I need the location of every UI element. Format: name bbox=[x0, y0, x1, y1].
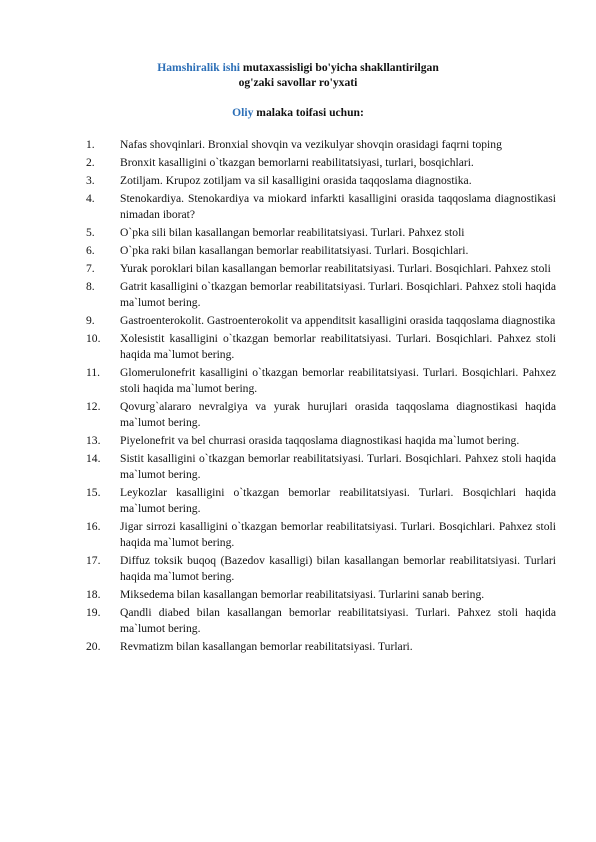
question-text: Qovurg`alararo nevralgiya va yurak hurujlari orasida taqqoslama diagnostikasi haqida ma`lumot bering. bbox=[120, 400, 556, 429]
question-item bbox=[86, 313, 556, 329]
question-text: Gastroenterokolit. Gastroenterokolit va appenditsit kasalligini orasida taqqoslama diagnostika bbox=[120, 314, 556, 327]
question-item bbox=[86, 587, 556, 603]
question-number: 19. bbox=[86, 606, 101, 619]
title-rest: mutaxassisligi bo'yicha shakllantirilgan bbox=[240, 61, 439, 74]
question-text: Leykozlar kasalligini o`tkazgan bemorlar reabilitatsiyasi. Turlari. Bosqichlari haqida ma`lumot bering. bbox=[120, 486, 556, 515]
subtitle-highlight: Oliy bbox=[232, 106, 254, 119]
question-text: Revmatizm bilan kasallangan bemorlar reabilitatsiyasi. Turlari. bbox=[120, 640, 413, 653]
document-title-line2: og'zaki savollar ro'yxati bbox=[238, 76, 358, 89]
question-number: 9. bbox=[86, 314, 95, 327]
question-number: 14. bbox=[86, 452, 101, 465]
question-text: Bronxit kasalligini o`tkazgan bemorlarni reabilitatsiyasi, turlari, bosqichlari. bbox=[120, 156, 474, 169]
question-number: 7. bbox=[86, 262, 95, 275]
question-text: O`pka raki bilan kasallangan bemorlar reabilitatsiyasi. Turlari. Bosqichlari. bbox=[120, 244, 469, 257]
question-text: Jigar sirrozi kasalligini o`tkazgan bemorlar reabilitatsiyasi. Turlari. Bosqichlari. Pahxez stoli haqida ma`lumot bering. bbox=[120, 520, 556, 549]
question-item bbox=[86, 279, 556, 311]
question-item bbox=[86, 261, 556, 277]
question-text: Zotiljam. Krupoz zotiljam va sil kasalligini orasida taqqoslama diagnostika. bbox=[120, 174, 472, 187]
question-text: Miksedema bilan kasallangan bemorlar reabilitatsiyasi. Turlarini sanab bering. bbox=[120, 588, 485, 601]
question-item bbox=[86, 605, 556, 637]
question-item bbox=[86, 191, 556, 223]
question-item bbox=[86, 451, 556, 483]
question-item bbox=[86, 225, 556, 241]
question-item bbox=[86, 173, 556, 189]
question-number: 2. bbox=[86, 156, 95, 169]
question-text: Sistit kasalligini o`tkazgan bemorlar reabilitatsiyasi. Turlari. Bosqichlari. Pahxez stoli haqida ma`lumot bering. bbox=[120, 452, 556, 481]
question-number: 15. bbox=[86, 486, 101, 499]
question-item bbox=[86, 137, 556, 153]
question-item bbox=[86, 553, 556, 585]
question-number: 5. bbox=[86, 226, 95, 239]
question-number: 18. bbox=[86, 588, 101, 601]
question-item bbox=[86, 243, 556, 259]
question-number: 13. bbox=[86, 434, 101, 447]
question-text: Piyelonefrit va bel churrasi orasida taqqoslama diagnostikasi haqida ma`lumot bering. bbox=[120, 434, 520, 447]
question-number: 16. bbox=[86, 520, 101, 533]
question-number: 4. bbox=[86, 192, 95, 205]
question-item bbox=[86, 331, 556, 363]
subtitle-rest: malaka toifasi uchun: bbox=[253, 106, 364, 119]
document-title bbox=[0, 60, 596, 75]
question-text: Glomerulonefrit kasalligini o`tkazgan bemorlar reabilitatsiyasi. Turlari. Bosqichlari. Pahxez stoli haqida ma`lumot bering. bbox=[120, 366, 556, 395]
question-number: 6. bbox=[86, 244, 95, 257]
question-list bbox=[86, 137, 556, 657]
question-text: Qandli diabed bilan kasallangan bemorlar reabilitatsiyasi. Turlari. Pahxez stoli haqida ma`lumot bering. bbox=[120, 606, 556, 635]
question-number: 1. bbox=[86, 138, 95, 151]
title-highlight: Hamshiralik ishi bbox=[157, 61, 241, 74]
document-subtitle bbox=[0, 105, 596, 120]
question-item bbox=[86, 155, 556, 171]
question-number: 12. bbox=[86, 400, 101, 413]
question-text: Gatrit kasalligini o`tkazgan bemorlar reabilitatsiyasi. Turlari. Bosqichlari. Pahxez stoli haqida ma`lumot bering. bbox=[120, 280, 556, 309]
question-number: 17. bbox=[86, 554, 101, 567]
question-number: 10. bbox=[86, 332, 101, 345]
question-item bbox=[86, 399, 556, 431]
question-number: 8. bbox=[86, 280, 95, 293]
question-text: Yurak poroklari bilan kasallangan bemorlar reabilitatsiyasi. Turlari. Bosqichlari. Pahxez stoli bbox=[120, 262, 551, 275]
question-number: 11. bbox=[86, 366, 101, 379]
question-text: Diffuz toksik buqoq (Bazedov kasalligi) bilan kasallangan bemorlar reabilitatsiyasi. Turlari haqida ma`lumot bering. bbox=[120, 554, 556, 583]
question-item bbox=[86, 519, 556, 551]
question-item bbox=[86, 639, 556, 655]
question-number: 3. bbox=[86, 174, 95, 187]
question-item bbox=[86, 433, 556, 449]
question-text: Xolesistit kasalligini o`tkazgan bemorlar reabilitatsiyasi. Turlari. Bosqichlari. Pahxez stoli haqida ma`lumot bering. bbox=[120, 332, 556, 361]
question-number: 20. bbox=[86, 640, 101, 653]
question-item bbox=[86, 485, 556, 517]
question-text: Nafas shovqinlari. Bronxial shovqin va vezikulyar shovqin orasidagi faqrni toping bbox=[120, 138, 502, 151]
question-text: O`pka sili bilan kasallangan bemorlar reabilitatsiyasi. Turlari. Pahxez stoli bbox=[120, 226, 465, 239]
question-item bbox=[86, 365, 556, 397]
question-text: Stenokardiya. Stenokardiya va miokard infarkti kasalligini orasida taqqoslama diagnostikasi nimadan iborat? bbox=[120, 192, 556, 221]
